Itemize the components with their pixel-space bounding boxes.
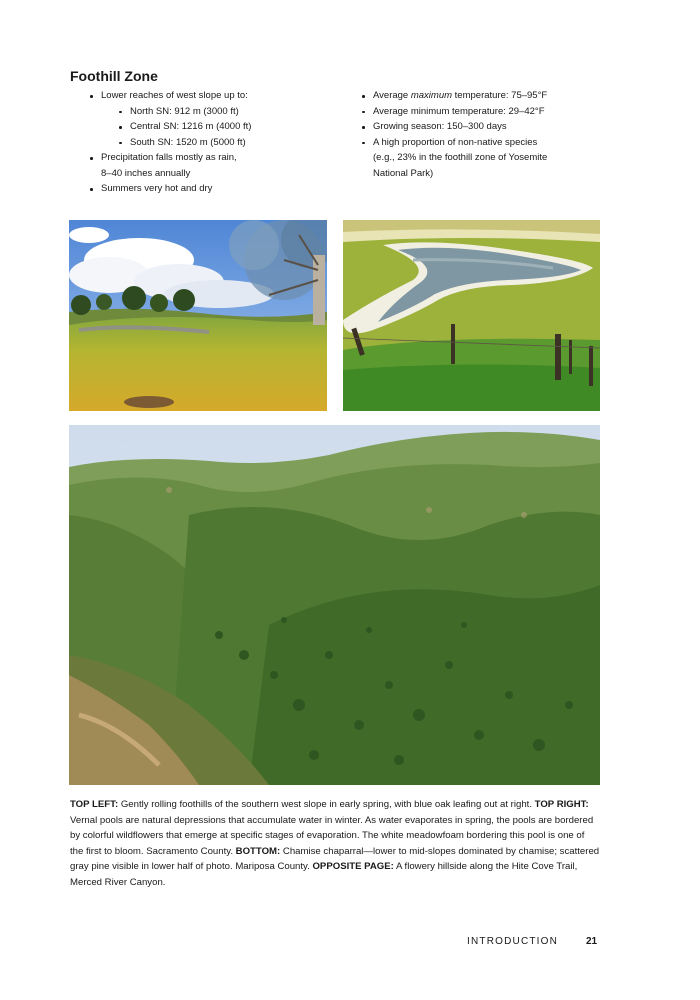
list-item: Average minimum temperature: 29–42°F (360, 104, 610, 120)
caption-label-bottom: BOTTOM: (235, 845, 281, 857)
list-item-text: Lower reaches of west slope up to: (101, 90, 248, 101)
list-item: Central SN: 1216 m (4000 ft) (117, 119, 338, 135)
page-number: 21 (586, 936, 598, 947)
list-item: North SN: 912 m (3000 ft) (117, 104, 338, 120)
zone-facts-right (360, 88, 610, 181)
list-item (88, 88, 338, 150)
zone-facts-left (88, 88, 338, 197)
list-item (360, 88, 610, 104)
caption-label-top-right: TOP RIGHT: (534, 799, 589, 810)
emphasis: maximum (410, 90, 453, 101)
list-item (88, 150, 338, 181)
running-footer-section: INTRODUCTION (467, 936, 559, 947)
list-item: Growing season: 150–300 days (360, 119, 610, 135)
photo-foothill-oak (69, 220, 327, 411)
list-item-text: 8–40 inches annually (101, 167, 191, 179)
list-item: Summers very hot and dry (88, 181, 338, 197)
section-title: Foothill Zone (70, 68, 158, 84)
list-item: South SN: 1520 m (5000 ft) (117, 135, 338, 151)
elevation-sublist (101, 104, 338, 151)
list-item-text: A high proportion of non-native species (373, 136, 538, 148)
caption-text: Chamise chaparral—lower to mid-slopes dominated by chamise; scattered gray pine visible in lower half of photo. Mariposa County. (70, 845, 600, 872)
list-item-text: Average (373, 90, 411, 101)
caption-label-opposite-page: OPPOSITE PAGE: (312, 861, 394, 872)
list-item (360, 135, 610, 182)
list-item-text: temperature: 75–95°F (452, 90, 548, 101)
photo-vernal-pool (343, 220, 600, 411)
list-item-text: Precipitation falls mostly as rain, (101, 152, 237, 163)
photo-chamise-chaparral (69, 425, 600, 785)
list-item-text: National Park) (373, 167, 434, 179)
list-item-text: (e.g., 23% in the foothill zone of Yosemite (373, 152, 548, 163)
caption-text: Vernal pools are natural depressions that accumulate water in winter. As water evaporates in spring, the pools are bordered by colorful wildflowers that emerge at specific stages of evaporation. The white meadowfoam bordering this pool is one of the first to bloom. Sacramento County. (70, 814, 594, 857)
caption-text: Gently rolling foothills of the southern west slope in early spring, with blue oak leafing out at right. (118, 799, 535, 810)
caption-text: A flowery hillside along the Hite Cove Trail, Merced River Canyon. (70, 861, 578, 888)
photo-caption (70, 797, 600, 890)
caption-label-top-left: TOP LEFT: (70, 799, 119, 810)
